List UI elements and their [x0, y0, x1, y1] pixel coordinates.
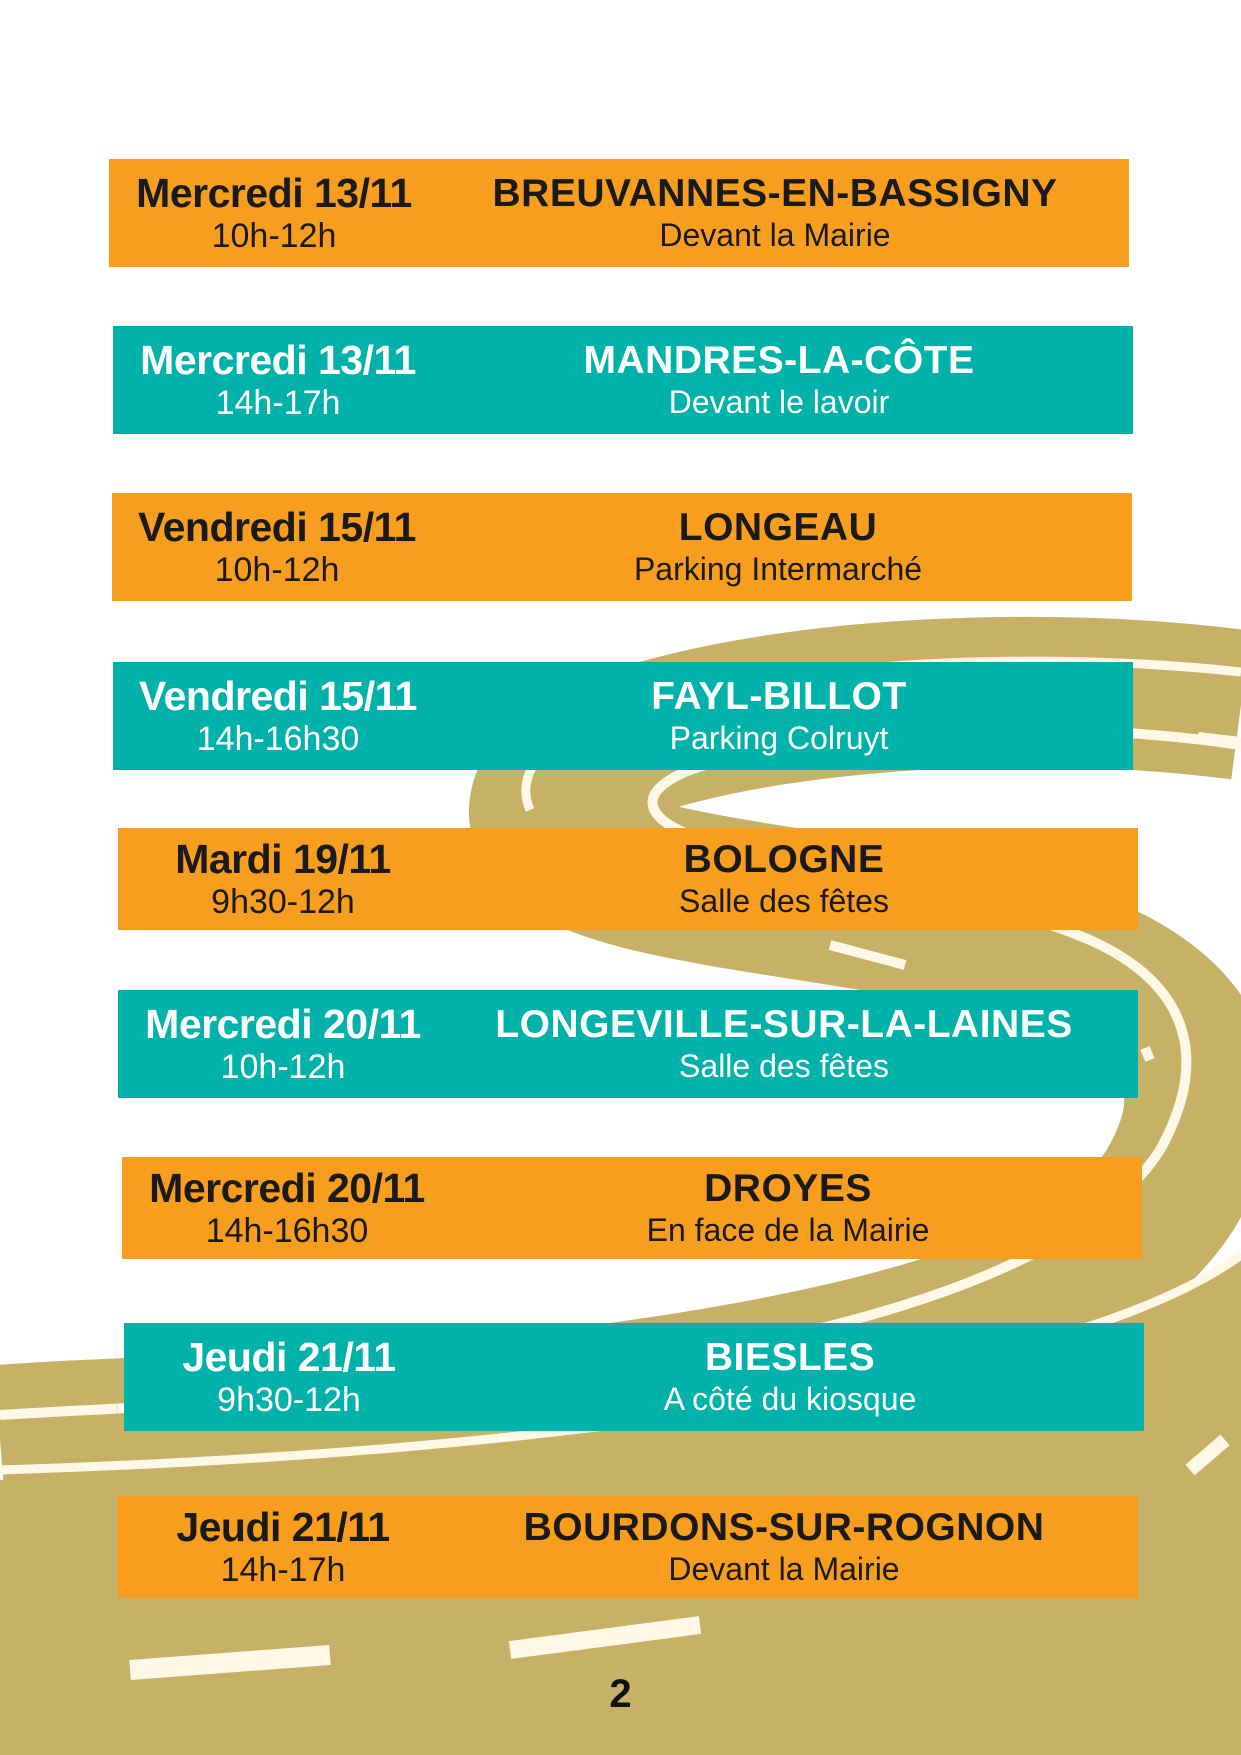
schedule-day: Mercredi 13/11	[136, 170, 412, 216]
schedule-time: 10h-12h	[220, 1047, 346, 1086]
location-block	[443, 675, 1133, 757]
schedule-row	[118, 1496, 1138, 1598]
schedule-time: 9h30-12h	[217, 1380, 361, 1419]
schedule-time: 10h-12h	[214, 550, 340, 589]
location-block	[454, 1336, 1144, 1418]
schedule-day: Jeudi 21/11	[176, 1504, 390, 1550]
schedule-row	[118, 828, 1138, 930]
location-block	[439, 172, 1129, 254]
schedule-town: LONGEAU	[678, 506, 878, 550]
schedule-time: 14h-17h	[220, 1550, 346, 1589]
schedule-time: 10h-12h	[211, 216, 337, 255]
location-block	[448, 838, 1138, 920]
schedule-day: Mardi 19/11	[175, 836, 391, 882]
location-block	[452, 1167, 1142, 1249]
schedule-row	[109, 159, 1129, 267]
schedule-day: Jeudi 21/11	[182, 1334, 396, 1380]
schedule-day: Mercredi 20/11	[145, 1001, 421, 1047]
schedule-place: Salle des fêtes	[679, 1048, 889, 1085]
location-block	[443, 339, 1133, 421]
schedule-place: Devant la Mairie	[668, 1551, 900, 1588]
schedule-time: 14h-16h30	[205, 1211, 369, 1250]
schedule-time: 14h-16h30	[196, 719, 360, 758]
schedule-town: LONGEVILLE-SUR-LA-LAINES	[495, 1003, 1073, 1047]
date-time-block	[118, 837, 448, 921]
schedule-row	[122, 1157, 1142, 1259]
schedule-town: BREUVANNES-EN-BASSIGNY	[492, 172, 1058, 216]
schedule-place: Devant le lavoir	[668, 384, 890, 421]
schedule-town: MANDRES-LA-CÔTE	[583, 339, 975, 383]
schedule-place: Salle des fêtes	[679, 883, 889, 920]
schedule-town: BOURDONS-SUR-ROGNON	[523, 1506, 1045, 1550]
schedule-day: Mercredi 20/11	[149, 1165, 425, 1211]
schedule-town: DROYES	[704, 1167, 872, 1211]
date-time-block	[109, 171, 439, 255]
schedule-time: 9h30-12h	[211, 882, 355, 921]
road-dash	[1198, 737, 1241, 742]
location-block	[448, 1506, 1138, 1588]
schedule-row	[113, 662, 1133, 770]
date-time-block	[118, 1505, 448, 1589]
schedule-place: Parking Colruyt	[669, 720, 889, 757]
page-number: 2	[609, 1672, 632, 1716]
schedule-town: BIESLES	[704, 1336, 876, 1380]
schedule-town: BOLOGNE	[683, 838, 885, 882]
road-dash	[1145, 1048, 1150, 1060]
date-time-block	[118, 1002, 448, 1086]
schedule-day: Vendredi 15/11	[138, 504, 416, 550]
schedule-place: Parking Intermarché	[633, 551, 923, 588]
date-time-block	[124, 1335, 454, 1419]
location-block	[442, 506, 1132, 588]
date-time-block	[112, 505, 442, 589]
schedule-town: FAYL-BILLOT	[651, 675, 907, 719]
location-block	[448, 1003, 1138, 1085]
schedule-row	[113, 326, 1133, 434]
schedule-row	[112, 493, 1132, 601]
schedule-row	[124, 1323, 1144, 1431]
schedule-day: Vendredi 15/11	[139, 673, 417, 719]
date-time-block	[122, 1166, 452, 1250]
schedule-place: Devant la Mairie	[659, 217, 891, 254]
schedule-place: En face de la Mairie	[646, 1212, 930, 1249]
date-time-block	[113, 674, 443, 758]
schedule-time: 14h-17h	[215, 383, 341, 422]
schedule-place: A côté du kiosque	[663, 1381, 917, 1418]
schedule-row	[118, 990, 1138, 1098]
schedule-day: Mercredi 13/11	[140, 337, 416, 383]
date-time-block	[113, 338, 443, 422]
